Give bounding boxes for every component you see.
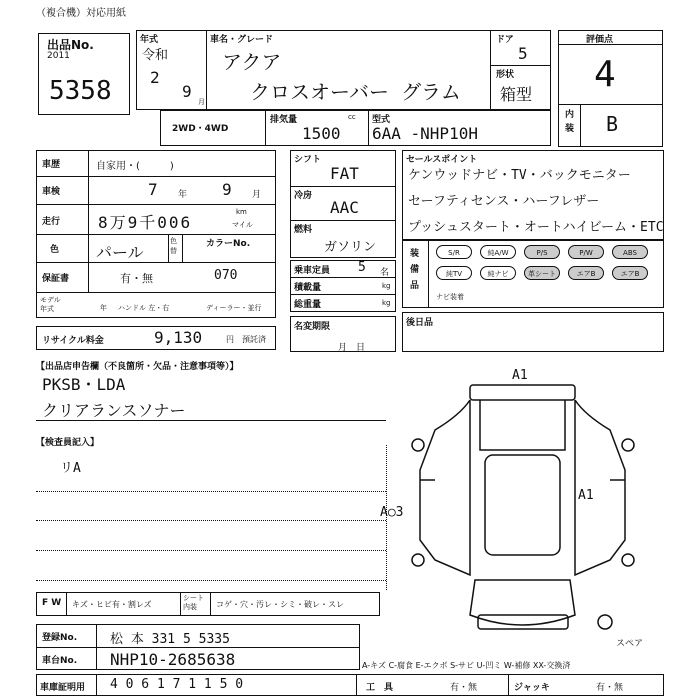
seller-note-1: PKSB・LDA	[42, 375, 126, 394]
cert-value: 4 0 6 1 7 1 1 5 0	[110, 677, 244, 692]
cert-label: 車庫証明用	[40, 683, 86, 693]
color-code: 070	[214, 268, 238, 283]
weight-label: 総重量	[294, 300, 322, 310]
damage-mark-left: A○3	[380, 505, 404, 520]
equip-pw: P/W	[568, 245, 604, 259]
shape-value: 箱型	[500, 85, 533, 104]
lot-box	[38, 33, 130, 115]
recycle-note: 預託済	[242, 335, 266, 344]
rear-shape	[470, 580, 575, 625]
inspection-month: 9	[222, 180, 232, 199]
year-label: 年式	[140, 35, 159, 45]
inspection-month-unit: 月	[252, 190, 262, 200]
interior-value: B	[606, 112, 619, 136]
equip-airbag-1: エアB	[568, 266, 604, 280]
equip-ps: P/S	[524, 245, 560, 259]
form-note: （複合機）対応用紙	[36, 8, 126, 19]
floor-items: キズ・ヒビ有・割レズ	[72, 600, 152, 609]
hood-shape	[480, 400, 565, 450]
tools-label: 工 具	[366, 683, 394, 693]
front-bumper-shape	[470, 385, 575, 400]
equip-abs: ABS	[612, 245, 648, 259]
equip-navi: 純ナビ	[480, 266, 516, 280]
equipment-label: 装備品	[410, 249, 420, 291]
wheel-fl-shape	[412, 439, 424, 451]
fuel-label: 燃料	[294, 225, 313, 235]
equip-airbag-2: エアB	[612, 266, 648, 280]
ac-value: AAC	[330, 198, 359, 217]
sales-point-3: プッシュスタート・オートハイビーム・ETC	[408, 220, 664, 235]
inspection-label: 車検	[42, 187, 61, 197]
wheel-rl-shape	[412, 554, 424, 566]
damage-mark-front: A1	[512, 368, 528, 383]
mileage-unit-km: km	[236, 208, 247, 216]
fuel-value: ガソリン	[324, 240, 377, 255]
warranty-value: 有・無	[120, 272, 153, 285]
tools-value: 有・無	[450, 683, 478, 693]
chassis-value: NHP10-2685638	[110, 650, 236, 669]
car-grade: クロスオーバー グラム	[250, 80, 461, 104]
ac-label: 冷房	[294, 191, 313, 201]
damage-legend: A-キズ C-腐食 E-エクボ S-サビ U-凹ミ W-補修 XX-交換済	[362, 661, 571, 670]
drive-label: 2WD・4WD	[172, 124, 229, 134]
sales-point-2: セーフティセンス・ハーフレザー	[408, 194, 600, 209]
chassis-label: 車台No.	[42, 656, 78, 666]
plate-value: 松 本 331 5 5335	[110, 632, 230, 647]
name-change-label: 名変期限	[294, 322, 331, 332]
jack-label: ジャッキ	[514, 683, 550, 693]
recycle-unit: 円	[226, 335, 234, 344]
inspector-note: リA	[60, 461, 81, 476]
capacity-unit: 名	[380, 268, 390, 278]
displacement-label: 排気量	[270, 115, 298, 125]
recycle-label: リサイクル料金	[42, 336, 104, 346]
load-label: 積載量	[294, 283, 322, 293]
plate-label: 登録No.	[42, 633, 78, 643]
equip-leather: 革シート	[524, 266, 560, 280]
rating-value: 4	[594, 54, 616, 95]
spare-label: スペア	[616, 639, 644, 649]
color-label: 色	[50, 245, 60, 255]
after-fit-box	[402, 312, 664, 352]
car-name: アクア	[222, 50, 282, 74]
doors-label: ドア	[496, 35, 514, 45]
jack-value: 有・無	[596, 683, 624, 693]
wheel-rr-shape	[622, 554, 634, 566]
inspection-year: 7	[148, 180, 158, 199]
displacement-unit: cc	[348, 113, 356, 121]
damage-mark-right: A1	[578, 488, 594, 503]
seat-items: コゲ・穴・汚レ・シミ・破レ・スレ	[216, 600, 344, 609]
model-year-label: モデル年式	[40, 296, 61, 313]
rating-label: 評価点	[586, 35, 614, 45]
color-change-label: 色替	[170, 237, 177, 255]
weight-unit: kg	[382, 299, 391, 307]
month-suffix: 月	[198, 98, 205, 106]
navi-label: ナビ装着	[436, 293, 464, 301]
left-panel-shape	[420, 400, 470, 575]
car-damage-diagram	[400, 360, 670, 650]
mileage-label: 走行	[42, 217, 61, 227]
color-code-label: カラーNo.	[206, 239, 251, 249]
spare-tire-shape	[598, 615, 612, 629]
sales-points-label: セールスポイント	[406, 155, 478, 165]
shape-label: 形状	[496, 70, 515, 80]
handle-label: ハンドル 左・右	[118, 304, 170, 312]
seat-label: シート内装	[183, 594, 204, 611]
interior-label: 内装	[565, 110, 575, 134]
load-unit: kg	[382, 282, 391, 290]
lot-label: 出品No.	[47, 38, 94, 52]
color-value: パール	[96, 243, 144, 262]
displacement-value: 1500	[302, 124, 341, 143]
history-label: 車歴	[42, 160, 61, 170]
seller-notes-label: 【出品店申告欄（不良箇所・欠品・注意事項等）】	[36, 362, 239, 372]
name-change-unit: 月 日	[338, 343, 366, 353]
shift-value: FAT	[330, 164, 359, 183]
shift-label: シフト	[294, 155, 322, 165]
sales-point-1: ケンウッドナビ・TV・バックモニター	[408, 168, 631, 183]
capacity-label: 乗車定員	[294, 266, 331, 276]
mileage-unit-mile: マイル	[232, 221, 253, 229]
equip-aw: 純A/W	[480, 245, 516, 259]
capacity-value: 5	[358, 260, 366, 275]
era: 令和	[142, 48, 169, 63]
inspection-year-unit: 年	[178, 190, 188, 200]
model-value: 6AA -NHP10H	[372, 124, 478, 143]
recycle-value: 9,130	[154, 328, 203, 347]
car-name-label: 車名・グレード	[210, 35, 274, 45]
inspector-notes-label: 【検査員記入】	[36, 438, 100, 448]
lot-year-tag: 2011	[47, 51, 70, 61]
equip-tv: 純TV	[436, 266, 472, 280]
seller-note-2: クリアランスソナー	[42, 401, 186, 420]
floor-label: F W	[42, 598, 62, 608]
equip-sr: S/R	[436, 245, 472, 259]
mileage-value: 8万9千006	[98, 213, 193, 232]
lot-number: 5358	[49, 76, 112, 106]
history-value: 自家用・( )	[96, 161, 174, 172]
model-label: 型式	[372, 115, 391, 125]
roof-shape	[485, 455, 560, 555]
after-fit-label: 後日品	[406, 318, 434, 328]
wheel-fr-shape	[622, 439, 634, 451]
warranty-label: 保証書	[42, 274, 70, 284]
dealer-label: ディーラー・並行	[206, 304, 262, 312]
month-value: 9	[182, 82, 192, 101]
model-year-unit: 年	[100, 304, 107, 312]
doors-value: 5	[518, 44, 528, 63]
year-value: 2	[150, 68, 160, 87]
